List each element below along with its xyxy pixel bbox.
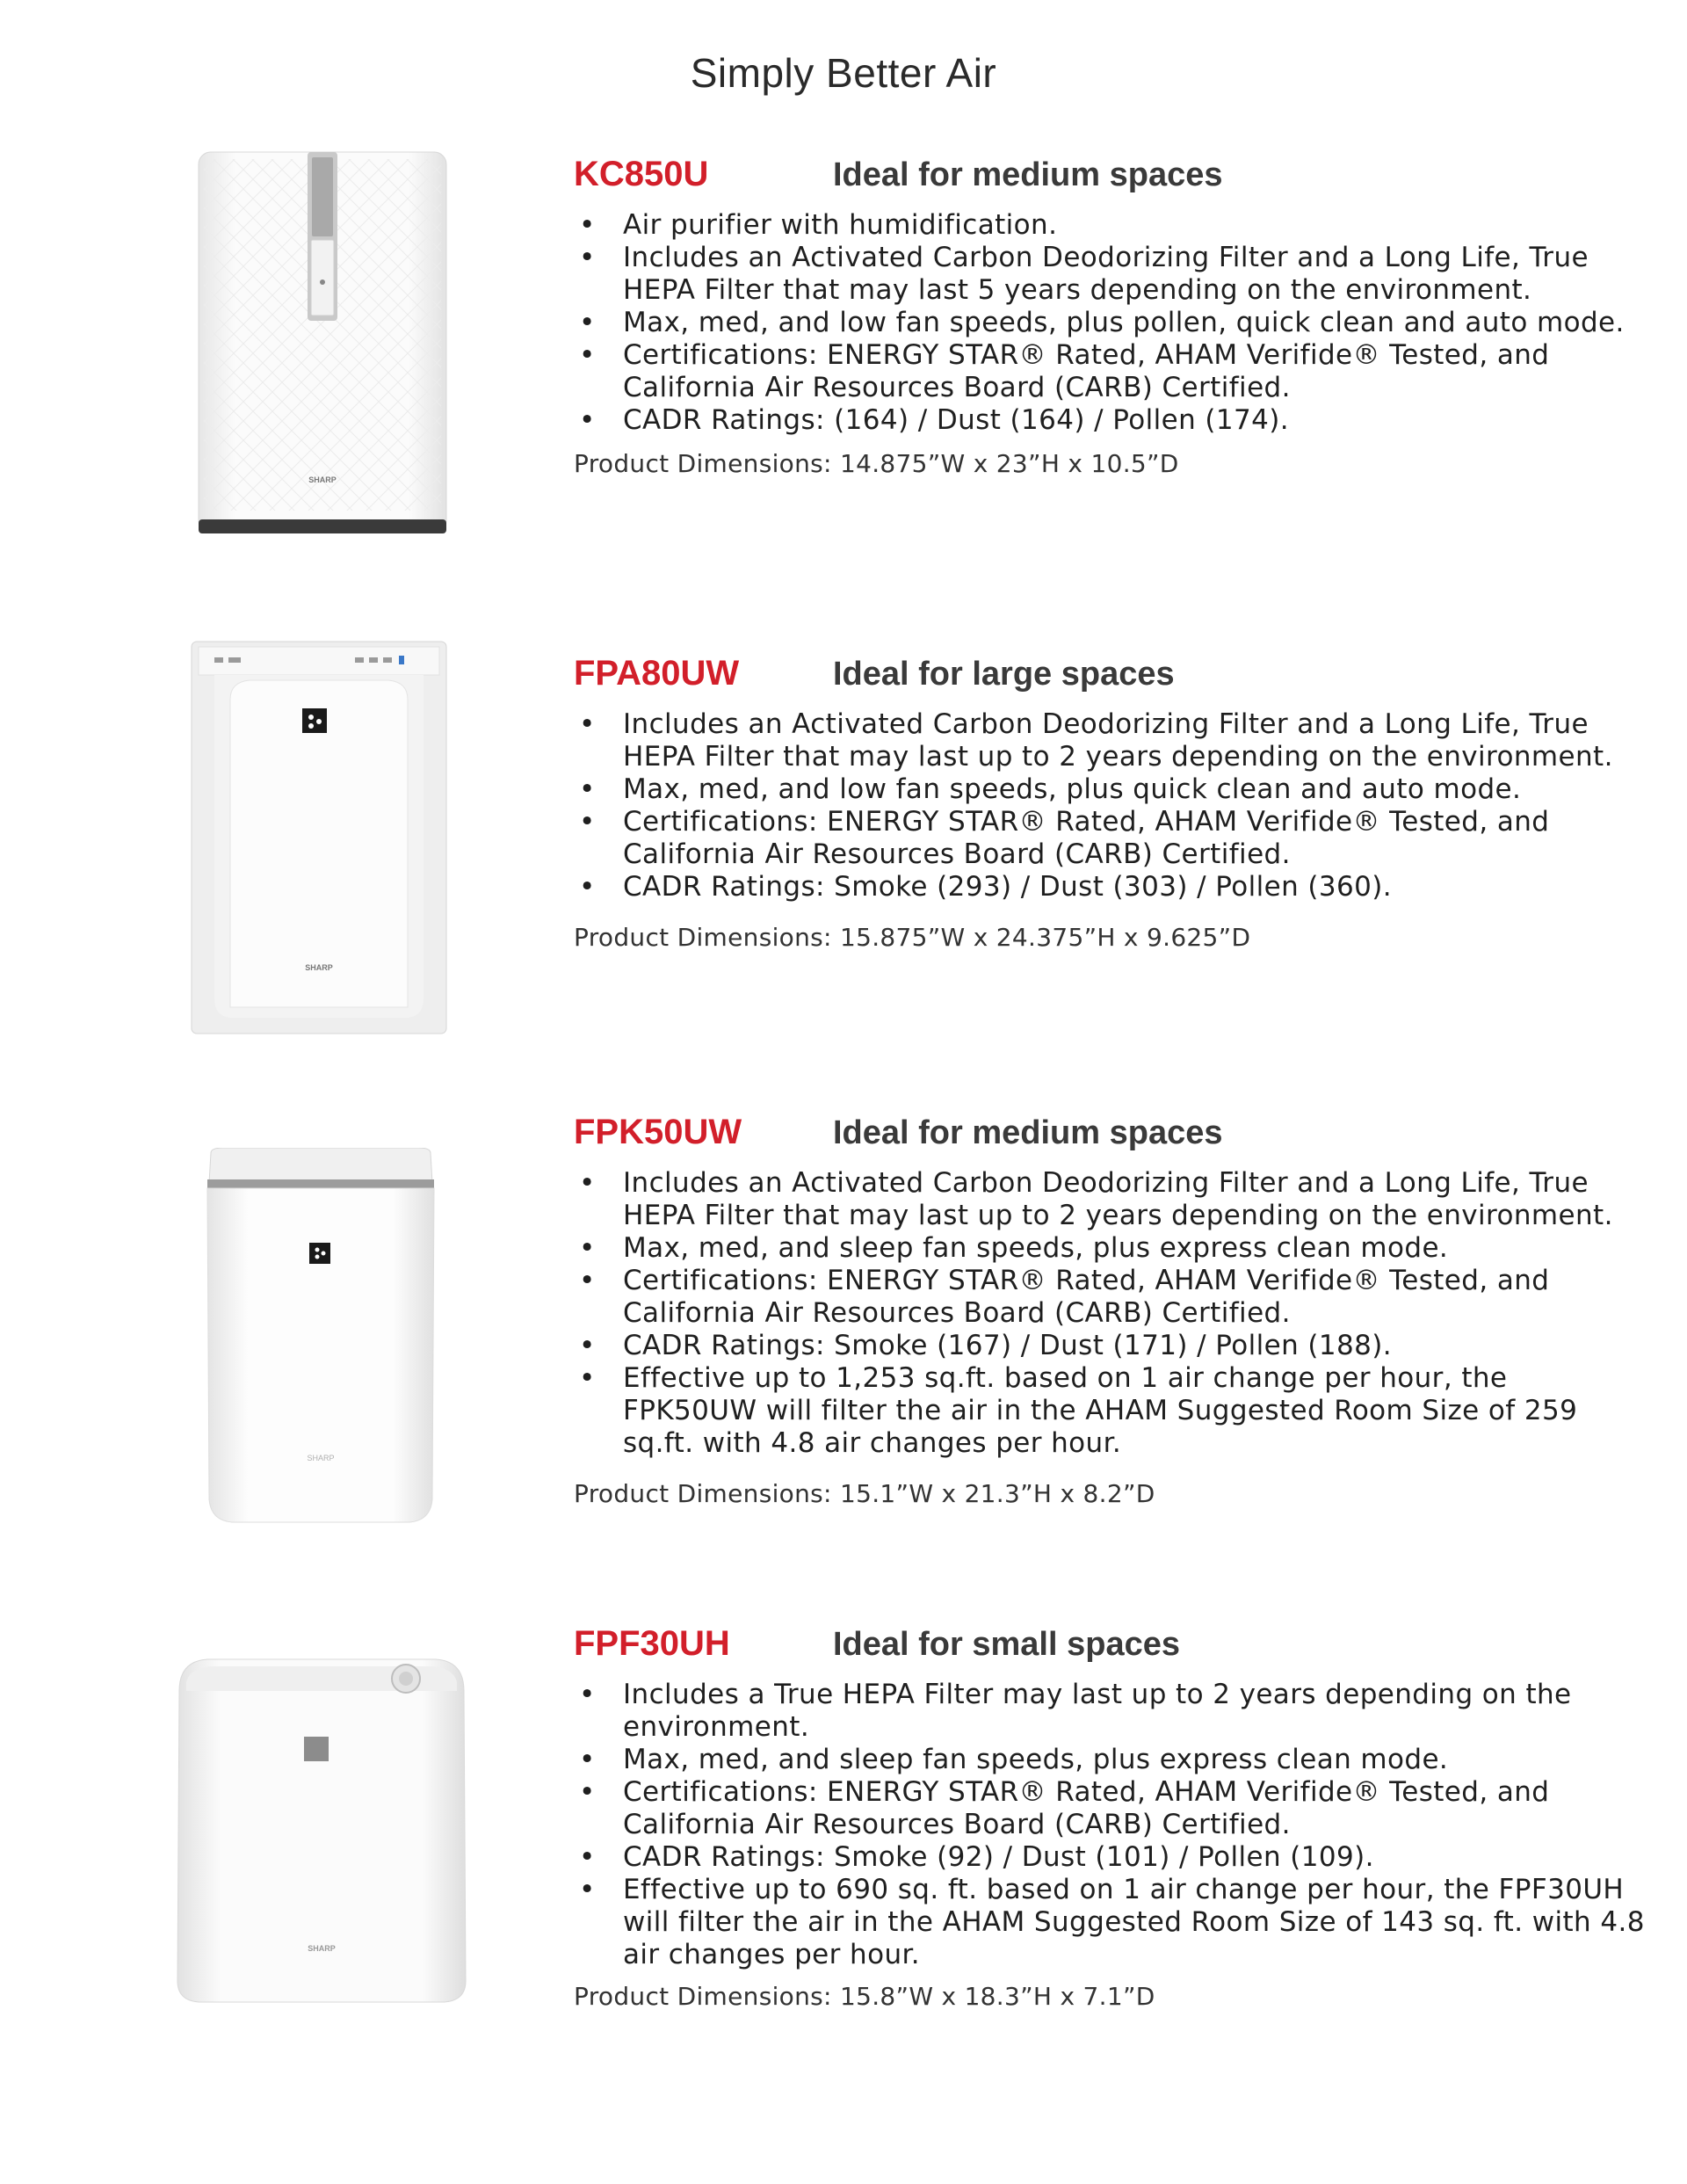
product-info xyxy=(574,654,1646,952)
product-tagline: Ideal for small spaces xyxy=(833,1626,1180,1663)
feature-item: • Includes an Activated Carbon Deodorizing Filter and a Long Life, True HEPA Filter that may last up to 2 years depending on the environment. xyxy=(574,708,1646,773)
product-image-fpk50uw xyxy=(193,1148,448,1526)
model-name: KC850U xyxy=(574,155,709,193)
product-tagline: Ideal for medium spaces xyxy=(833,1114,1223,1151)
model-name: FPF30UH xyxy=(574,1624,730,1663)
feature-item: • Certifications: ENERGY STAR® Rated, AHAM Verifide® Tested, and California Air Resources Board (CARB) Certified. xyxy=(574,1776,1646,1841)
feature-item: • Effective up to 1,253 sq.ft. based on 1 air change per hour, the FPK50UW will filter the air in the AHAM Suggested Room Size of 259 sq.ft. with 4.8 air changes per hour. xyxy=(574,1362,1646,1460)
product-tagline: Ideal for medium spaces xyxy=(833,156,1223,193)
product-image-kc850u xyxy=(195,150,450,541)
feature-item: • Certifications: ENERGY STAR® Rated, AHAM Verifide® Tested, and California Air Resources Board (CARB) Certified. xyxy=(574,339,1646,404)
feature-item: • CADR Ratings: Smoke (293) / Dust (303) / Pollen (360). xyxy=(574,871,1646,903)
brand-logo: SHARP xyxy=(308,1944,336,1953)
feature-item: • Max, med, and sleep fan speeds, plus express clean mode. xyxy=(574,1232,1646,1265)
feature-item: • Includes a True HEPA Filter may last up to 2 years depending on the environment. xyxy=(574,1679,1646,1744)
feature-item: • Certifications: ENERGY STAR® Rated, AHAM Verifide® Tested, and California Air Resources Board (CARB) Certified. xyxy=(574,806,1646,871)
product-dimensions: Product Dimensions: 14.875”W x 23”H x 10.5”D xyxy=(574,449,1179,478)
feature-list xyxy=(574,1679,1646,1971)
brand-logo: SHARP xyxy=(305,963,333,972)
product-dimensions: Product Dimensions: 15.8”W x 18.3”H x 7.1”D xyxy=(574,1982,1155,2011)
feature-item: • CADR Ratings: Smoke (92) / Dust (101) / Pollen (109). xyxy=(574,1841,1646,1874)
brand-logo: SHARP xyxy=(307,1454,335,1462)
product-image-fpa80uw xyxy=(188,638,450,1038)
feature-list xyxy=(574,708,1646,903)
feature-list xyxy=(574,1167,1646,1460)
feature-item: • Certifications: ENERGY STAR® Rated, AHAM Verifide® Tested, and California Air Resources Board (CARB) Certified. xyxy=(574,1265,1646,1330)
feature-item: • CADR Ratings: (164) / Dust (164) / Pollen (174). xyxy=(574,404,1646,437)
feature-item: • Includes an Activated Carbon Deodorizing Filter and a Long Life, True HEPA Filter that may last 5 years depending on the environment. xyxy=(574,242,1646,307)
model-name: FPA80UW xyxy=(574,654,740,693)
feature-item: • Includes an Activated Carbon Deodorizing Filter and a Long Life, True HEPA Filter that may last up to 2 years depending on the environment. xyxy=(574,1167,1646,1232)
product-info xyxy=(574,1624,1646,2011)
product-info xyxy=(574,155,1646,478)
brand-logo: SHARP xyxy=(308,475,337,484)
product-image-fpf30uh xyxy=(172,1656,471,2007)
feature-item: • Max, med, and low fan speeds, plus quick clean and auto mode. xyxy=(574,773,1646,806)
product-dimensions: Product Dimensions: 15.1”W x 21.3”H x 8.2”D xyxy=(574,1479,1155,1508)
feature-item: • CADR Ratings: Smoke (167) / Dust (171) / Pollen (188). xyxy=(574,1330,1646,1362)
product-tagline: Ideal for large spaces xyxy=(833,656,1175,693)
feature-item: • Air purifier with humidification. xyxy=(574,209,1646,242)
model-name: FPK50UW xyxy=(574,1113,742,1151)
product-info xyxy=(574,1113,1646,1508)
feature-item: • Max, med, and low fan speeds, plus pollen, quick clean and auto mode. xyxy=(574,307,1646,339)
feature-item: • Effective up to 690 sq. ft. based on 1 air change per hour, the FPF30UH will filter the air in the AHAM Suggested Room Size of 143 sq. ft. with 4.8 air changes per hour. xyxy=(574,1874,1646,1971)
feature-item: • Max, med, and sleep fan speeds, plus express clean mode. xyxy=(574,1744,1646,1776)
feature-list xyxy=(574,209,1646,437)
page-title: Simply Better Air xyxy=(690,50,997,96)
product-dimensions: Product Dimensions: 15.875”W x 24.375”H x 9.625”D xyxy=(574,923,1251,952)
